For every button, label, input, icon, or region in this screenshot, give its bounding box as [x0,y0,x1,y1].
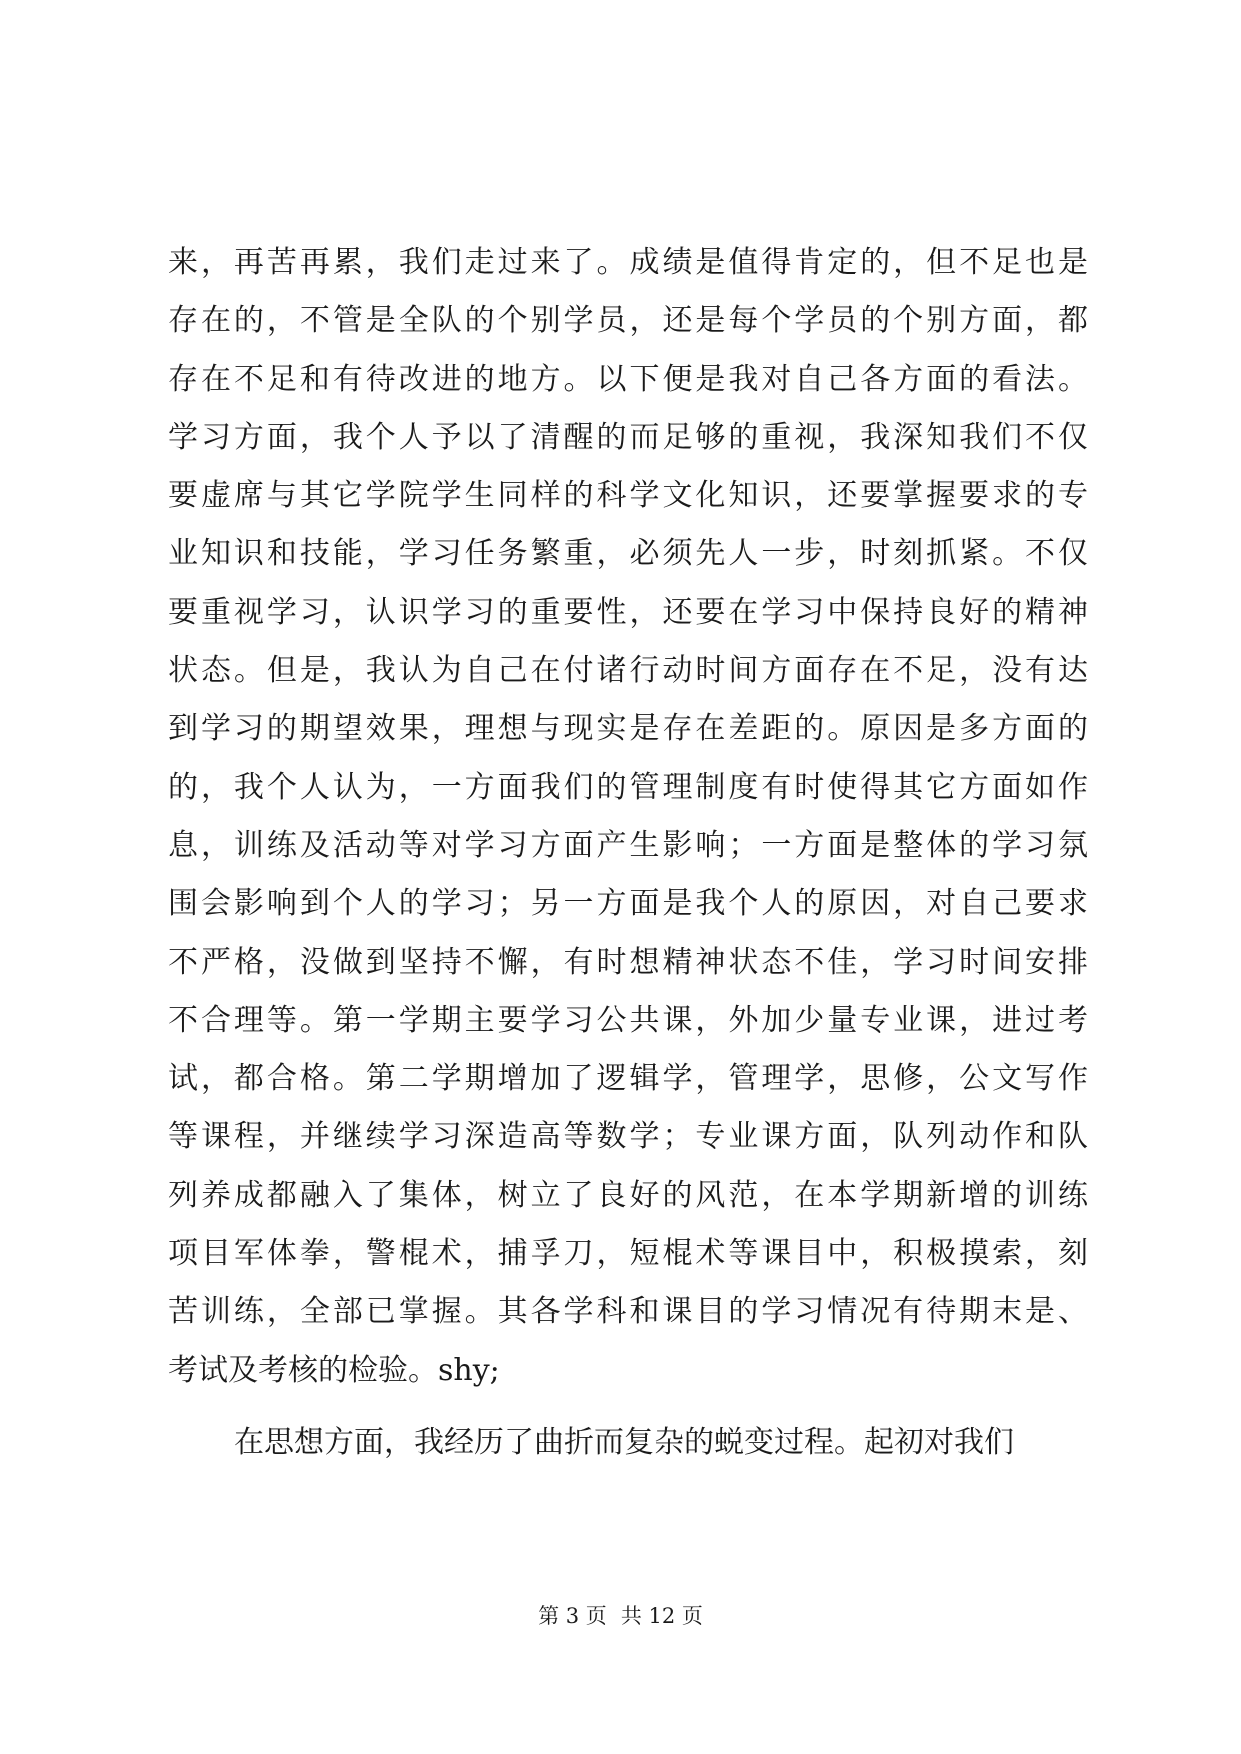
text-line: 来，再苦再累，我们走过来了。成绩是值得肯定的，但不足也是 [168,245,1088,280]
text-line: 不合理等。第一学期主要学习公共课，外加少量专业课，进过考 [168,1002,1088,1038]
text-line: 苦训练，全部已掌握。其各学科和课目的学习情况有待期末是、 [168,1294,1088,1330]
text-line: 学习方面，我个人予以了清醒的而足够的重视，我深知我们不仅 [168,419,1088,455]
text-line: 考试及考核的检验。shy; [168,1352,500,1388]
text-line: 要虚席与其它学院学生同样的科学文化知识，还要掌握要求的专 [168,478,1088,514]
page-number: 第 3 页 [538,1604,607,1628]
page-footer [0,1600,1241,1630]
text-line: 存在的，不管是全队的个别学员，还是每个学员的个别方面，都 [168,303,1088,339]
text-line: 列养成都融入了集体，树立了良好的风范，在本学期新增的训练 [168,1177,1088,1213]
text-line: 状态。但是，我认为自己在付诸行动时间方面存在不足，没有达 [168,653,1088,689]
text-line: 存在不足和有待改进的地方。以下便是我对自己各方面的看法。 [168,361,1088,397]
text-line: 等课程，并继续学习深造高等数学；专业课方面，队列动作和队 [168,1119,1088,1155]
paragraph-1 [168,234,1088,1400]
text-line: 在思想方面，我经历了曲折而复杂的蜕变过程。起初对我们 [234,1424,1014,1460]
text-line: 的，我个人认为，一方面我们的管理制度有时使得其它方面如作 [168,769,1088,805]
text-line: 到学习的期望效果，理想与现实是存在差距的。原因是多方面的 [168,711,1088,747]
text-line: 项目军体拳，警棍术，捕孚刀，短棍术等课目中，积极摸索，刻 [168,1236,1088,1272]
text-line: 围会影响到个人的学习；另一方面是我个人的原因，对自己要求 [168,886,1088,922]
paragraph-2 [168,1414,1088,1472]
page-total: 共 12 页 [620,1604,703,1628]
text-line: 业知识和技能，学习任务繁重，必须先人一步，时刻抓紧。不仅 [168,536,1088,572]
paragraph-spacer [168,1400,1088,1414]
document-body [168,234,1088,1472]
text-line: 要重视学习，认识学习的重要性，还要在学习中保持良好的精神 [168,594,1088,630]
text-line: 不严格，没做到坚持不懈，有时想精神状态不佳，学习时间安排 [168,944,1088,980]
text-line: 试，都合格。第二学期增加了逻辑学，管理学，思修，公文写作 [168,1061,1088,1097]
text-line: 息，训练及活动等对学习方面产生影响；一方面是整体的学习氛 [168,827,1088,863]
